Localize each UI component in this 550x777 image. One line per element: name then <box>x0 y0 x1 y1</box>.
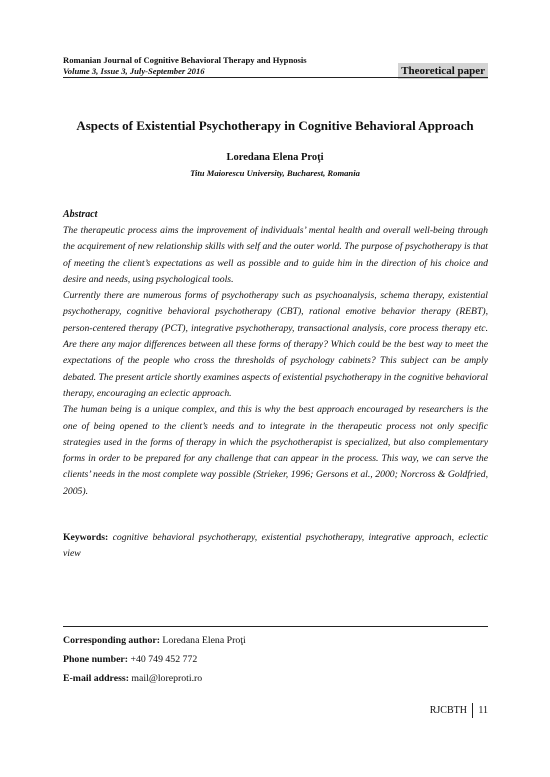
phone-label: Phone number: <box>63 654 129 665</box>
abstract-paragraph: Currently there are numerous forms of psychotherapy such as psychoanalysis, schema therapy, existential psychotherapy, cognitive behavioral psychotherapy (CBT), rational emotive behavior therapy (REBT), person-centered therapy (PCT), integrative psychotherapy, transactional analysis, core process therapy etc. Are there any major differences between all these forms of therapy? Which could be the best way to meet the expectations of the people who cross the thresholds of psychology cabinets? This subject can be amply debated. The present article shortly examines aspects of existential psychotherapy in the cognitive behavioral therapy, encouraging an eclectic approach. <box>63 290 488 399</box>
abstract-heading: Abstract <box>63 209 98 220</box>
phone-line <box>63 650 246 669</box>
paper-type-badge: Theoretical paper <box>398 63 488 79</box>
article-title: Aspects of Existential Psychotherapy in Cognitive Behavioral Approach <box>76 118 474 133</box>
email-line <box>63 669 246 688</box>
page-separator <box>472 703 473 718</box>
journal-abbrev: RJCBTH <box>429 704 467 716</box>
phone-value: +40 749 452 772 <box>128 654 198 665</box>
correspondence-info <box>63 631 246 688</box>
abstract-paragraph: The therapeutic process aims the improvement of individuals’ mental health and overall well-being through the acquirement of new relationship skills with self and the outer world. The purpose of psychotherapy is that of meeting the client’s expectations as well as possible and to guide him in the direction of his choice and desire and needs, using psychological tools. <box>63 225 488 285</box>
email-value[interactable]: mail@loreproti.ro <box>128 673 203 684</box>
author-name: Loredana Elena Proţi <box>226 152 324 163</box>
email-label: E-mail address: <box>63 673 129 684</box>
header-divider <box>63 77 488 78</box>
corresponding-author-label: Corresponding author: <box>63 635 160 646</box>
corresponding-author-line <box>63 631 246 650</box>
page-number: 11 <box>478 704 488 716</box>
keywords-label: Keywords: <box>63 532 109 543</box>
journal-name: Romanian Journal of Cognitive Behavioral Therapy and Hypnosis <box>63 55 307 65</box>
corresponding-author-value: Loredana Elena Proţi <box>159 635 246 646</box>
keywords <box>63 530 488 563</box>
author-affiliation: Titu Maiorescu University, Bucharest, Romania <box>190 168 360 178</box>
footer-divider <box>63 626 488 627</box>
page-footer <box>430 703 488 718</box>
abstract-body <box>63 223 488 500</box>
journal-volume: Volume 3, Issue 3, July-September 2016 <box>63 66 205 76</box>
keywords-text: cognitive behavioral psychotherapy, existential psychotherapy, integrative approach, eclectic view <box>63 532 488 560</box>
abstract-paragraph: The human being is a unique complex, and this is why the best approach encouraged by researchers is the one of being opened to the client’s needs and to integrate in the therapeutic process not only specific strategies used in the forms of therapy in which the psychotherapist is specialized, but also complementary forms in order to be prepared for any challenge that can appear in the process. This way, we can serve the clients’ needs in the most complete way possible (Strieker, 1996; Gersons et al., 2000; Norcross & Goldfried, 2005). <box>63 404 488 497</box>
